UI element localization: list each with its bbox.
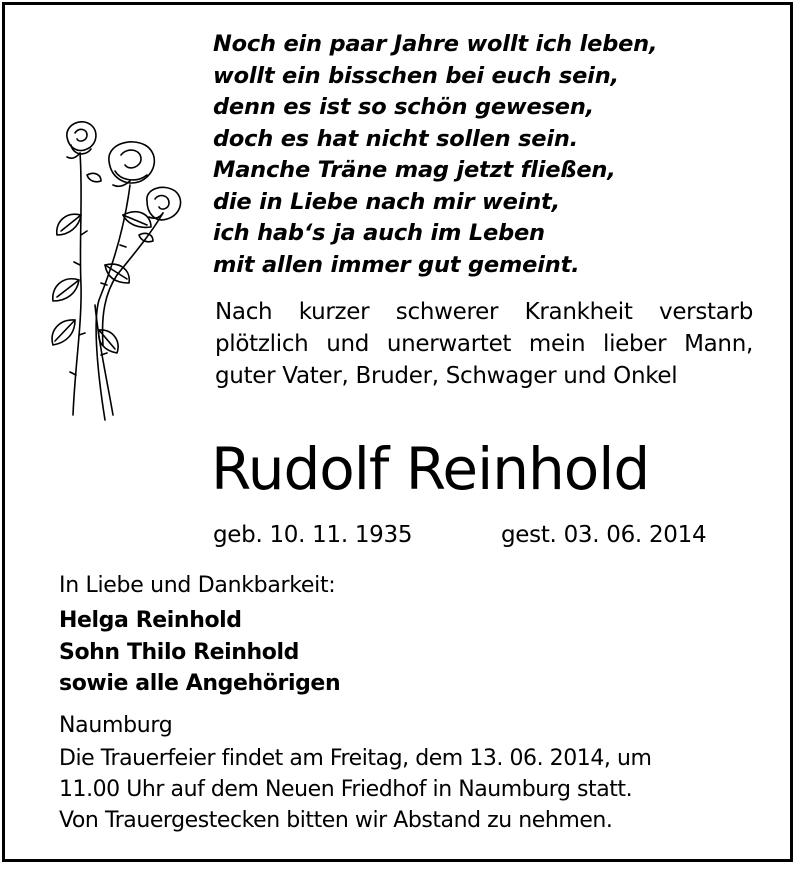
mourner-name: Sohn Thilo Reinhold: [59, 639, 299, 665]
poem-line: Manche Träne mag jetzt fließen,: [213, 157, 616, 183]
deceased-name: Rudolf Reinhold: [211, 435, 650, 503]
poem-line: Noch ein paar Jahre wollt ich leben,: [213, 31, 658, 57]
obituary-frame: [2, 2, 793, 862]
death-date: gest. 03. 06. 2014: [501, 522, 707, 548]
birth-date: geb. 10. 11. 1935: [213, 522, 413, 548]
poem-line: denn es ist so schön gewesen,: [213, 94, 594, 120]
death-announcement-text: Nach kurzer schwerer Krankheit verstarb plötzlich und unerwartet mein lieber Mann, guter Vater, Bruder, Schwager und Onkel: [215, 299, 753, 389]
poem-line: wollt ein bisschen bei euch sein,: [213, 62, 619, 89]
poem-line: mit allen immer gut gemeint.: [213, 251, 580, 278]
notice-line: Von Trauergestecken bitten wir Abstand zu nehmen.: [59, 808, 613, 833]
funeral-notice: [59, 743, 759, 836]
mourners-list: [59, 605, 340, 700]
mourner-name: Helga Reinhold: [59, 608, 242, 633]
place-name: Naumburg: [59, 713, 173, 738]
dedication-text: In Liebe und Dankbarkeit:: [59, 573, 336, 598]
poem-line: ich hab‘s ja auch im Leben: [213, 220, 545, 246]
roses-icon: [35, 115, 205, 425]
mourner-name: sowie alle Angehörigen: [59, 671, 341, 696]
poem-line: die in Liebe nach mir weint,: [213, 188, 560, 215]
notice-line: Die Trauerfeier findet am Freitag, dem 13. 06. 2014, um: [59, 746, 652, 771]
life-dates: [213, 519, 773, 551]
poem: [213, 29, 773, 281]
notice-line: 11.00 Uhr auf dem Neuen Friedhof in Naumburg statt.: [59, 777, 633, 802]
poem-line: doch es hat nicht sollen sein.: [213, 125, 579, 152]
